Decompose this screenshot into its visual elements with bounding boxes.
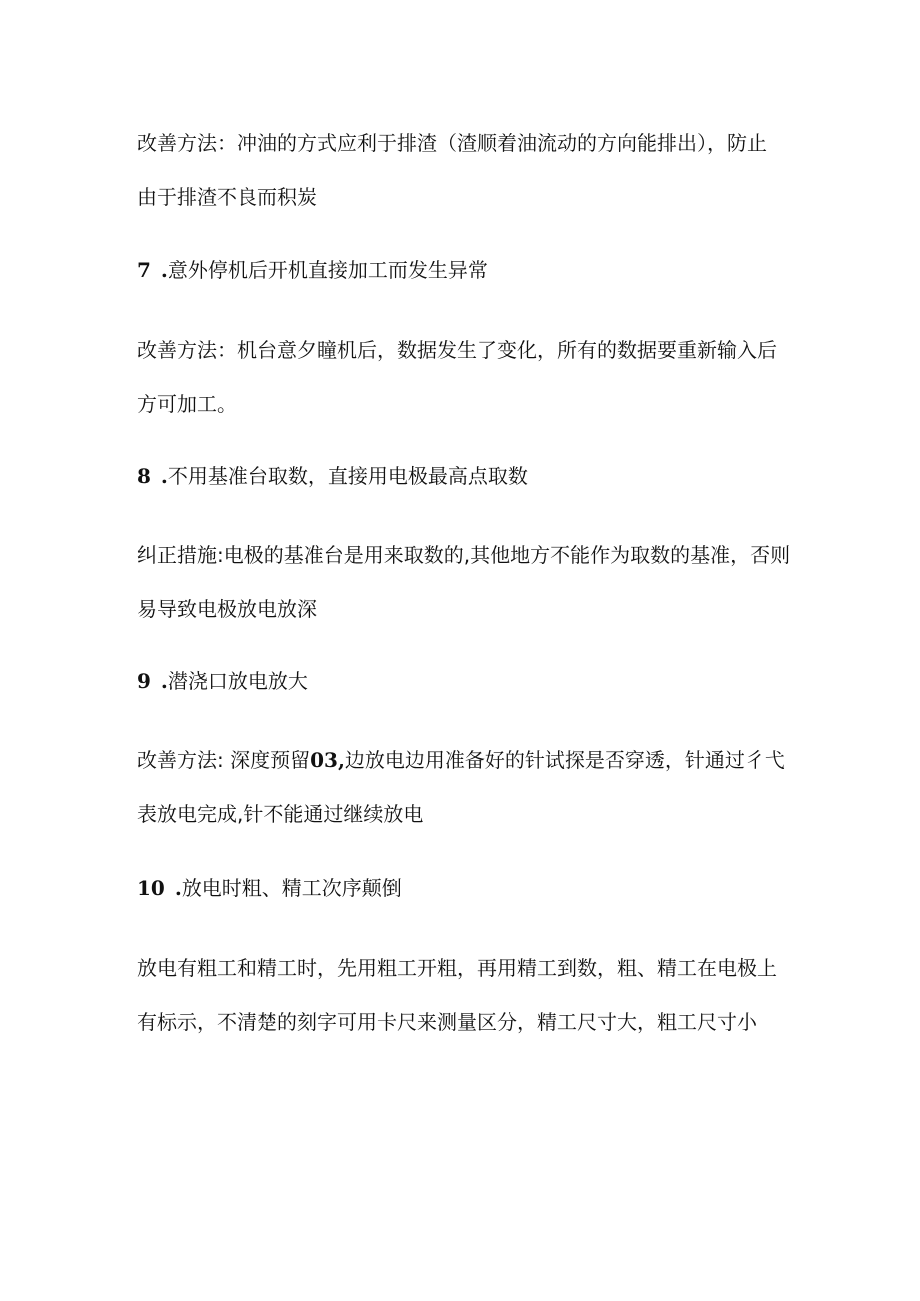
text-line: 改善方法：机台意夕瞳机后，数据发生了变化，所有的数据要重新输入后 [137, 338, 777, 362]
paragraph-correction-datum [137, 528, 797, 636]
section-title: 潜浇口放电放大 [167, 669, 308, 693]
depth-value: 03, [310, 748, 345, 772]
section-number: 7 [137, 258, 151, 282]
section-dot: . [174, 876, 182, 900]
paragraph-improvement-flushing [137, 116, 797, 224]
text-line: 有标示，不清楚的刻字可用卡尺来测量区分，精工尺寸大，粗工尺寸小 [137, 1010, 757, 1034]
section-heading-10 [137, 861, 402, 915]
section-dot: . [160, 258, 168, 282]
section-dot: . [160, 669, 168, 693]
section-heading-8 [137, 449, 528, 503]
section-heading-7 [137, 243, 488, 297]
section-title: 意外停机后开机直接加工而发生异常 [167, 258, 488, 282]
text-segment: 改善方法: 深度预留 [137, 748, 311, 772]
section-number: 10 [137, 876, 165, 900]
text-segment: 边放电边用准备好的针试探是否穿透，针通过彳弋 [344, 748, 785, 772]
text-line [137, 733, 797, 787]
paragraph-improvement-restart [137, 323, 797, 431]
text-line: 表放电完成,针不能通过继续放电 [137, 802, 424, 826]
section-heading-9 [137, 654, 308, 708]
text-line: 放电有粗工和精工时，先用粗工开粗，再用精工到数，粗、精工在电极上 [137, 956, 777, 980]
text-line: 方可加工。 [137, 392, 237, 416]
paragraph-order-rough-finish [137, 941, 797, 1049]
section-number: 8 [137, 464, 151, 488]
text-line: 纠正措施:电极的基准台是用来取数的,其他地方不能作为取数的基准，否则 [137, 543, 791, 567]
text-line: 改善方法：冲油的方式应利于排渣（渣顺着油流动的方向能排出），防止 [137, 131, 767, 155]
section-number: 9 [137, 669, 151, 693]
section-dot: . [160, 464, 168, 488]
text-line: 易导致电极放电放深 [137, 597, 317, 621]
paragraph-improvement-gate [137, 733, 797, 841]
text-line: 由于排渣不良而积炭 [137, 185, 317, 209]
section-title: 不用基准台取数，直接用电极最高点取数 [167, 464, 528, 488]
section-title: 放电时粗、精工次序颠倒 [181, 876, 402, 900]
